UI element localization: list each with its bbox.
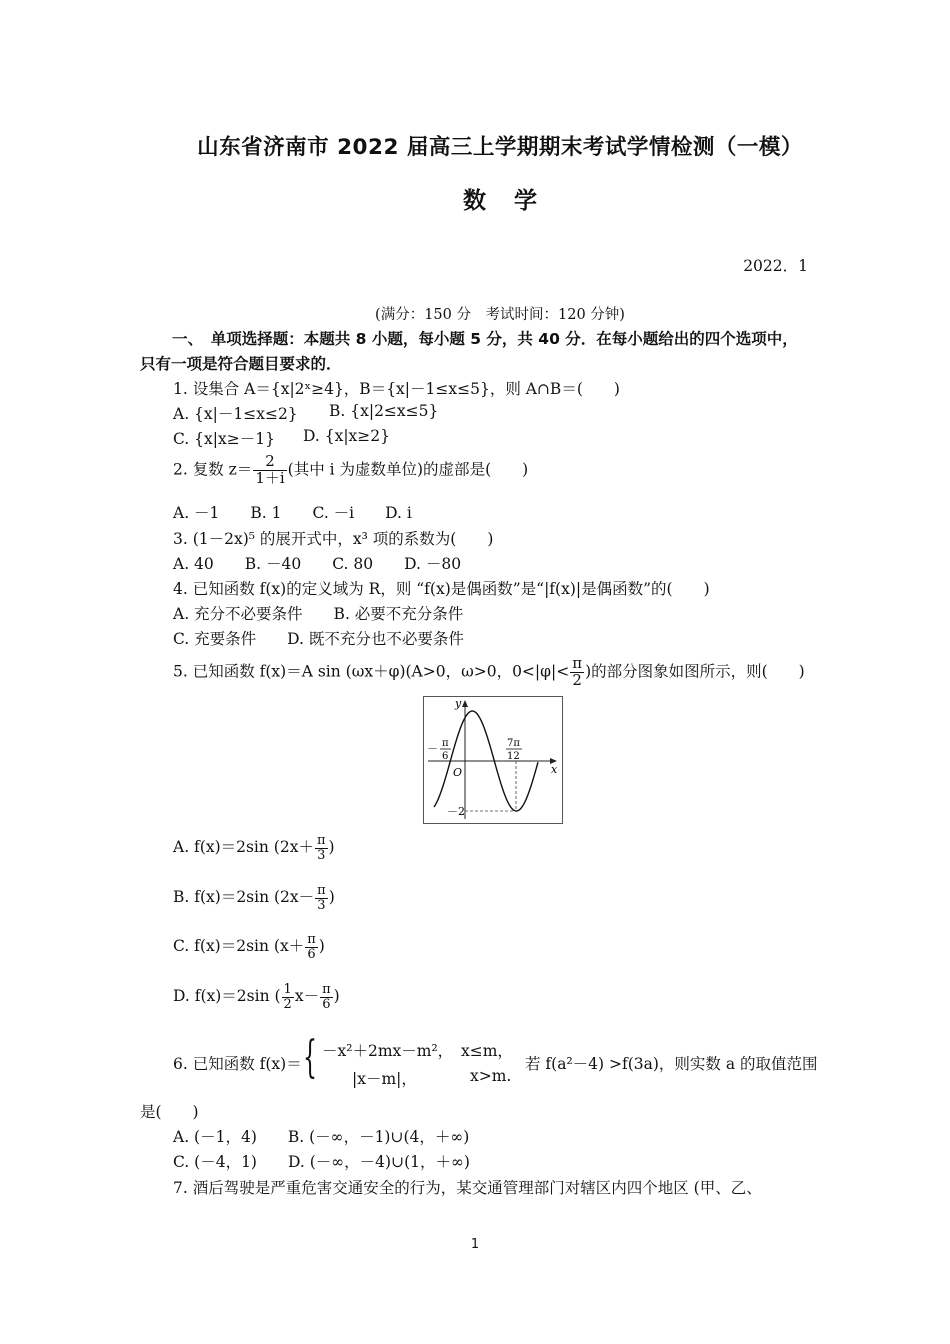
q5-option-b: B. f(x)＝2sin (2x－ $\frac{\pi}{3}$ ) bbox=[173, 883, 335, 913]
q1-stem: 1. 设集合 A＝{x|2ˣ≥4}，B＝{x|－1≤x≤5}，则 A∩B＝( ) bbox=[173, 380, 620, 398]
q6-stem-cont: 是( ) bbox=[140, 1103, 199, 1121]
q5-stem-post: )的部分图象如图所示，则( ) bbox=[585, 662, 805, 681]
q5-fraction: $\frac{\pi}{2}$ bbox=[572, 654, 583, 689]
q6-case1-expr: －x²＋2mx－m²， bbox=[322, 1042, 454, 1060]
q5-stem bbox=[173, 656, 805, 689]
seven-pi-12-den: 12 bbox=[507, 751, 520, 762]
q2-fraction: $\frac{2}{1+i}$ bbox=[255, 452, 285, 487]
q3-stem: 3. (1－2x)⁵ 的展开式中，x³ 项的系数为( ) bbox=[173, 530, 494, 548]
q6-stem-post: 若 f(a²－4) >f(3a)，则实数 a 的取值范围 bbox=[525, 1055, 818, 1073]
q2-stem-pre: 2. 复数 z＝ bbox=[173, 460, 253, 479]
x-axis-label: x bbox=[551, 763, 558, 776]
exam-date: 2022．1 bbox=[743, 257, 808, 275]
neg-pi-6-num: π bbox=[442, 738, 449, 749]
q4-stem: 4. 已知函数 f(x)的定义域为 R，则 “f(x)是偶函数”是“|f(x)|是偶函数”的( ) bbox=[173, 580, 710, 598]
q6-stem-pre: 6. 已知函数 f(x)＝ bbox=[173, 1055, 302, 1073]
section-heading-line1: 一、 单项选择题：本题共 8 小题，每小题 5 分，共 40 分．在每小题给出的四个选项中， bbox=[172, 330, 798, 348]
y-axis-label: y bbox=[455, 697, 462, 710]
document-title: 山东省济南市 2022 届高三上学期期末考试学情检测（一模） bbox=[197, 135, 803, 160]
q6-case1-cond: x≤m， bbox=[461, 1042, 513, 1060]
q5-option-a: A. f(x)＝2sin (2x＋ $\frac{\pi}{3}$ ) bbox=[173, 833, 335, 863]
q5-option-c: C. f(x)＝2sin (x＋ $\frac{\pi}{6}$ ) bbox=[173, 932, 325, 962]
subject-title: 数学 bbox=[463, 188, 565, 214]
q4-options-cd: C. 充要条件 D. 既不充分也不必要条件 bbox=[173, 630, 464, 648]
q3-options: A. 40 B. －40 C. 80 D. －80 bbox=[173, 555, 462, 573]
q6-options-cd: C. (－4，1) D. (－∞，－4)∪(1，＋∞) bbox=[173, 1153, 470, 1171]
exam-info: (满分：150 分 考试时间：120 分钟) bbox=[375, 307, 625, 323]
q5-option-d: D. f(x)＝2sin ( $\frac{1}{2}$ x－ $\frac{\pi}{6}$ ) bbox=[173, 982, 340, 1012]
q2-options: A. －1 B. 1 C. －i D. i bbox=[173, 504, 412, 522]
section-heading-line2: 只有一项是符合题目要求的． bbox=[140, 355, 342, 373]
q1-option-c: C. {x|x≥－1} bbox=[173, 430, 275, 448]
q1-option-a: A. {x|－1≤x≤2} bbox=[173, 405, 298, 423]
q7-stem: 7. 酒后驾驶是严重危害交通安全的行为，某交通管理部门对辖区内四个地区 (甲、乙、 bbox=[173, 1179, 762, 1197]
sine-graph-svg bbox=[424, 697, 562, 823]
q2-stem bbox=[173, 454, 528, 487]
q1-option-b: B. {x|2≤x≤5} bbox=[329, 402, 439, 420]
y-axis-arrow bbox=[462, 700, 468, 707]
page-number: 1 bbox=[470, 1237, 480, 1252]
q1-option-d: D. {x|x≥2} bbox=[303, 427, 391, 445]
q5-graph bbox=[423, 696, 563, 824]
neg-pi-6-den: 6 bbox=[442, 751, 449, 762]
q6-brace: { bbox=[303, 1032, 317, 1083]
q6-options-ab: A. (－1，4) B. (－∞，－1)∪(4，＋∞) bbox=[173, 1128, 470, 1146]
origin-label: O bbox=[453, 766, 463, 779]
q6-case2-expr: |x－m|， bbox=[352, 1070, 417, 1088]
neg-sign-label: － bbox=[427, 742, 438, 755]
q4-options-ab: A. 充分不必要条件 B. 必要不充分条件 bbox=[173, 605, 464, 623]
seven-pi-12-num: 7π bbox=[507, 738, 520, 749]
q5-stem-pre: 5. 已知函数 f(x)＝A sin (ωx＋φ)(A>0，ω>0，0<|φ|< bbox=[173, 662, 570, 681]
min-value-label: －2 bbox=[447, 805, 465, 818]
q6-case2-cond: x>m. bbox=[470, 1067, 512, 1085]
q2-stem-post: (其中 i 为虚数单位)的虚部是( ) bbox=[287, 460, 529, 479]
